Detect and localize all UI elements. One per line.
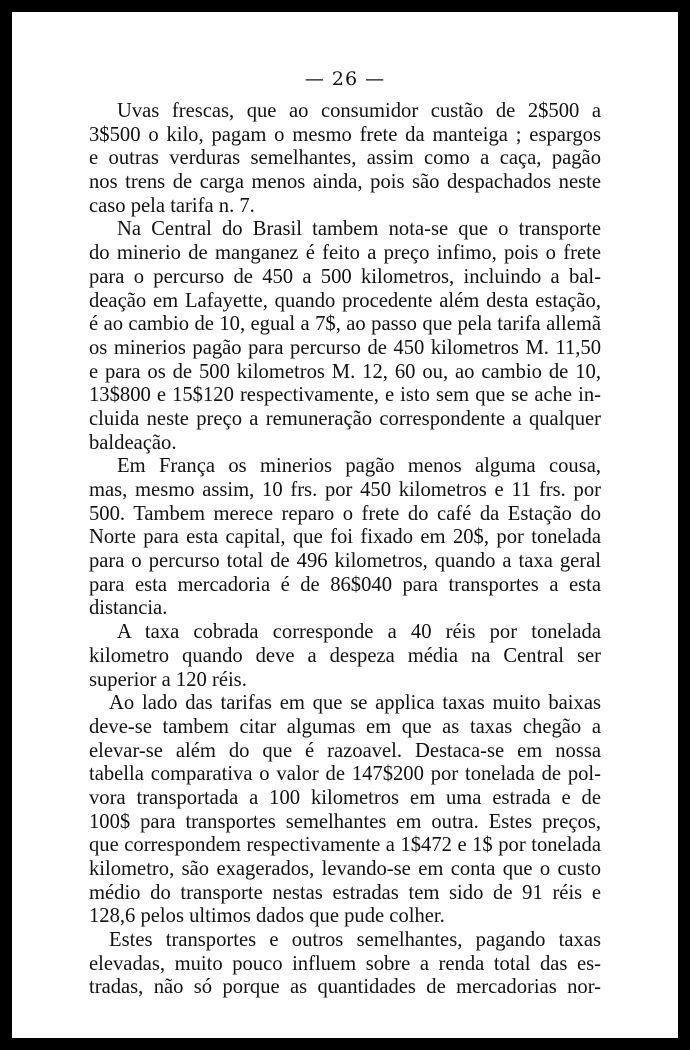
text-line: superior a 120 réis. bbox=[89, 668, 247, 691]
text-line: kilometro, são exagerados, levando-se em conta que o custo bbox=[89, 858, 601, 880]
text-line: Em França os minerios pagão menos alguma cousa, bbox=[117, 455, 601, 478]
text-line: 500. Tambem merece reparo o frete do café da Estação do bbox=[89, 502, 601, 525]
text-line: e outras verduras semelhantes, assim como a caça, pagão bbox=[89, 147, 601, 170]
text-line: deve-se tambem citar algumas em que as taxas chegão a bbox=[89, 715, 601, 738]
body-text bbox=[89, 100, 601, 1000]
text-line: 3$500 o kilo, pagam o mesmo frete da manteiga ; espargos bbox=[89, 123, 601, 146]
text-line: Norte para esta capital, que foi fixado em 20$, por tonelada bbox=[89, 526, 601, 549]
text-line: deação em Lafayette, quando procedente além desta estação, bbox=[89, 289, 601, 312]
text-line: e para os de 500 kilometros M. 12, 60 ou, ao cambio de 10, bbox=[89, 360, 601, 383]
text-line: para esta mercadoria é de 86$040 para transportes a esta bbox=[89, 573, 601, 596]
text-line: tradas, não só porque as quantidades de mercadorias nor- bbox=[89, 976, 601, 999]
text-line: elevadas, muito pouco influem sobre a renda total das es- bbox=[89, 952, 601, 975]
text-line: 13$800 e 15$120 respectivamente, e isto sem que se ache in- bbox=[89, 384, 601, 407]
text-line: Estes transportes e outros semelhantes, pagando taxas bbox=[109, 929, 601, 952]
text-line: Ao lado das tarifas em que se applica taxas muito baixas bbox=[109, 692, 601, 715]
text-line: médio do transporte nestas estradas tem sido de 91 réis e bbox=[89, 881, 601, 904]
page-number: — 26 — bbox=[304, 68, 386, 90]
text-line: distancia. bbox=[89, 597, 168, 620]
text-line: kilometro quando deve a despeza média na Central ser bbox=[89, 644, 601, 667]
document-page bbox=[12, 12, 678, 1038]
text-line: A taxa cobrada corresponde a 40 réis por tonelada bbox=[117, 621, 601, 644]
text-line: que correspondem respectivamente a 1$472 e 1$ por tonelada bbox=[89, 834, 601, 857]
text-line: cluida neste preço a remuneração correspondente a qualquer bbox=[89, 407, 601, 430]
text-line: 100$ para transportes semelhantes em outra. Estes preços, bbox=[89, 810, 601, 833]
text-line: para o percurso total de 496 kilometros, quando a taxa geral bbox=[89, 550, 601, 573]
text-line: Na Central do Brasil tambem nota-se que o transporte bbox=[117, 218, 601, 241]
text-line: 128,6 pelos ultimos dados que pude colher. bbox=[89, 905, 445, 928]
text-line: para o percurso de 450 a 500 kilometros, incluindo a bal- bbox=[89, 265, 601, 288]
text-line: tabella comparativa o valor de 147$200 por tonelada de pol- bbox=[89, 763, 601, 786]
text-line: mas, mesmo assim, 10 frs. por 450 kilometros e 11 frs. por bbox=[89, 479, 601, 501]
text-line: os minerios pagão para percurso de 450 kilometros M. 11,50 bbox=[89, 336, 601, 359]
text-line: do minerio de manganez é feito a preço infimo, pois o frete bbox=[89, 242, 601, 265]
text-line: é ao cambio de 10, egual a 7$, ao passo que pela tarifa allemã bbox=[89, 313, 601, 336]
text-line: nos trens de carga menos ainda, pois são despachados neste bbox=[89, 171, 601, 194]
text-line: elevar-se além do que é razoavel. Destaca-se em nossa bbox=[89, 739, 601, 762]
text-line: vora transportada a 100 kilometros em uma estrada e de bbox=[89, 786, 601, 809]
text-line: baldeação. bbox=[89, 431, 177, 454]
text-line: caso pela tarifa n. 7. bbox=[89, 194, 255, 217]
text-line: Uvas frescas, que ao consumidor custão de 2$500 a bbox=[117, 100, 601, 122]
